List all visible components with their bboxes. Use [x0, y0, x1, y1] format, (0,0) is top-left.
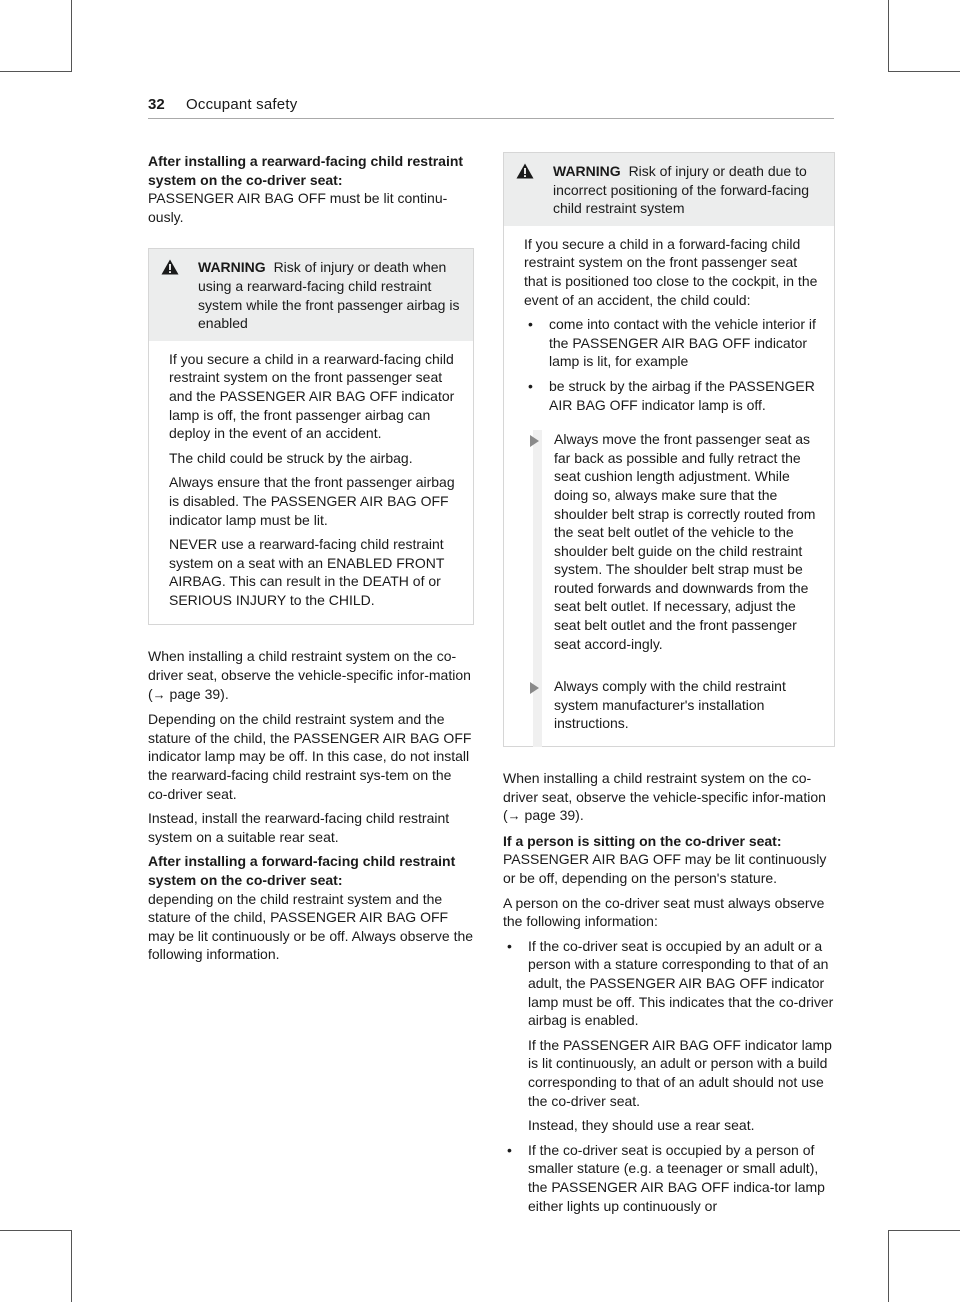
warning-triangle-icon	[161, 259, 179, 275]
forward-heading: After installing a forward-facing child restraint system on the co-driver seat:	[148, 853, 456, 888]
crop-mark	[0, 1230, 72, 1231]
crop-mark	[888, 1230, 960, 1231]
warning-paragraph: The child could be struck by the airbag.	[169, 449, 413, 466]
list-item-text: come into contact with the vehicle interior if the PASSENGER AIR BAG OFF indicator lamp is lit, for example	[549, 316, 816, 370]
bullet-icon: •	[528, 377, 533, 394]
warning-paragraph: Always ensure that the front passenger airbag is disabled. The PASSENGER AIR BAG OFF indicator lamp must be lit.	[169, 474, 455, 528]
warning-label: WARNING	[198, 259, 266, 276]
list-item	[524, 377, 824, 414]
body-paragraph	[503, 769, 835, 826]
crop-mark	[888, 71, 960, 72]
bullet-icon: •	[507, 937, 512, 954]
body-paragraph	[148, 647, 474, 704]
page-ref-arrow-icon: →	[152, 686, 166, 702]
warning-title: Risk of injury or death when using a rearward-facing child restraint system while the front passenger airbag is enabled	[198, 259, 460, 332]
step-text: Always comply with the child restraint system manufacturer's installation instructions.	[554, 678, 786, 732]
warning-header	[504, 153, 834, 226]
bullet-icon: •	[507, 1141, 512, 1158]
list-item-text: If the co-driver seat is occupied by an adult or a person with a stature corresponding to that of an adult, the PASSENGER AIR BAG OFF indicator lamp must be off. This indicates that the co-driver airbag is enabled.	[528, 937, 834, 1029]
person-bullet-list	[503, 937, 835, 1215]
body-paragraph: Instead, install the rearward-facing child restraint system on a suitable rear seat.	[148, 810, 450, 845]
action-step	[524, 430, 824, 653]
crop-mark	[71, 1230, 72, 1302]
page-number: 32	[148, 96, 165, 113]
warning-body	[149, 341, 473, 625]
list-item	[503, 1141, 835, 1215]
intro-text: PASSENGER AIR BAG OFF must be lit continu-ously.	[148, 190, 448, 225]
bullet-icon: •	[528, 316, 533, 333]
person-text: PASSENGER AIR BAG OFF may be lit continuously or be off, depending on the person's stature.	[503, 851, 827, 886]
warning-box-forward	[503, 152, 835, 747]
body-text: When installing a child restraint system on the co-driver seat, observe the vehicle-specific infor-mation (	[148, 648, 471, 702]
warning-bullet-list	[524, 315, 824, 414]
step-text: Always move the front passenger seat as far back as possible and fully retract the seat cushion length adjustment. While doing so, always make sure that the shoulder belt strap is correctly routed from the seat belt outlet of the vehicle to the shoulder belt guide on the child restraint system. The shoulder belt strap must be routed forwards and downwards from the seat belt outlet. If necessary, adjust the seat belt outlet and the front passenger seat accord-ingly.	[554, 431, 816, 652]
page-reference-link[interactable]: page 39).	[165, 685, 229, 702]
intro-heading: After installing a rearward-facing child restraint system on the co-driver seat:	[148, 153, 464, 188]
warning-paragraph: NEVER use a rearward-facing child restraint system on a seat with an ENABLED FRONT AIRBAG. This can result in the DEATH of or SERIOUS INJURY to the CHILD.	[169, 536, 445, 608]
list-item-text: Instead, they should use a rear seat.	[528, 1117, 755, 1134]
person-block	[503, 832, 835, 888]
list-item	[524, 315, 824, 371]
person-heading: If a person is sitting on the co-driver seat:	[503, 832, 782, 849]
intro-block	[148, 152, 474, 226]
left-column	[148, 152, 474, 970]
chapter-title: Occupant safety	[186, 96, 298, 113]
forward-text: depending on the child restraint system and the stature of the child, PASSENGER AIR BAG OFF may be lit continuously or be off. Always observe the following information.	[148, 890, 474, 963]
list-item-text: be struck by the airbag if the PASSENGER AIR BAG OFF indicator lamp is off.	[549, 377, 815, 413]
warning-body	[504, 226, 834, 746]
warning-title: Risk of injury or death due to incorrect positioning of the forward-facing child restraint system	[553, 163, 810, 217]
list-item-text: If the PASSENGER AIR BAG OFF indicator lamp is lit continuously, an adult or person with a build corresponding to that of an adult should not use the co-driver seat.	[528, 1036, 832, 1109]
crop-mark	[888, 1230, 889, 1302]
warning-paragraph: If you secure a child in a forward-facing child restraint system on the front passenger seat that is positioned too close to the cockpit, in the event of an accident, the child could:	[524, 235, 818, 308]
crop-mark	[0, 71, 72, 72]
body-paragraph: A person on the co-driver seat must always observe the following information:	[503, 894, 825, 930]
right-column	[503, 152, 835, 1221]
step-bar	[533, 657, 542, 677]
play-arrow-icon	[530, 435, 539, 447]
warning-box-rearward	[148, 248, 474, 625]
action-steps	[524, 430, 824, 733]
step-bar	[533, 430, 542, 667]
warning-paragraph: If you secure a child in a rearward-facing child restraint system on the front passenger seat and the PASSENGER AIR BAG OFF indicator lamp is off, the front passenger airbag can deploy in the event of an accident.	[169, 350, 455, 442]
page-reference-link[interactable]: page 39).	[520, 807, 584, 824]
body-text: When installing a child restraint system on the co-driver seat, observe the vehicle-specific infor-mation (	[503, 770, 826, 824]
page-ref-arrow-icon: →	[507, 808, 521, 824]
step-spacer	[524, 657, 824, 677]
page-header	[148, 96, 834, 119]
play-arrow-icon	[530, 682, 539, 694]
list-item	[503, 937, 835, 1135]
body-paragraph: Depending on the child restraint system and the stature of the child, the PASSENGER AIR BAG OFF indicator lamp may be off. In this case, do not install the rearward-facing child restraint sys-tem on the co-driver seat.	[148, 711, 472, 802]
warning-label: WARNING	[553, 163, 621, 179]
warning-triangle-icon	[516, 163, 534, 179]
list-item-text: If the co-driver seat is occupied by a person of smaller stature (e.g. a teenager or small adult), the PASSENGER AIR BAG OFF indica-tor lamp either lights up continuously or	[528, 1141, 825, 1214]
warning-header	[149, 249, 473, 340]
crop-mark	[71, 0, 72, 72]
forward-block	[148, 852, 474, 964]
crop-mark	[888, 0, 889, 72]
action-step	[524, 677, 824, 733]
